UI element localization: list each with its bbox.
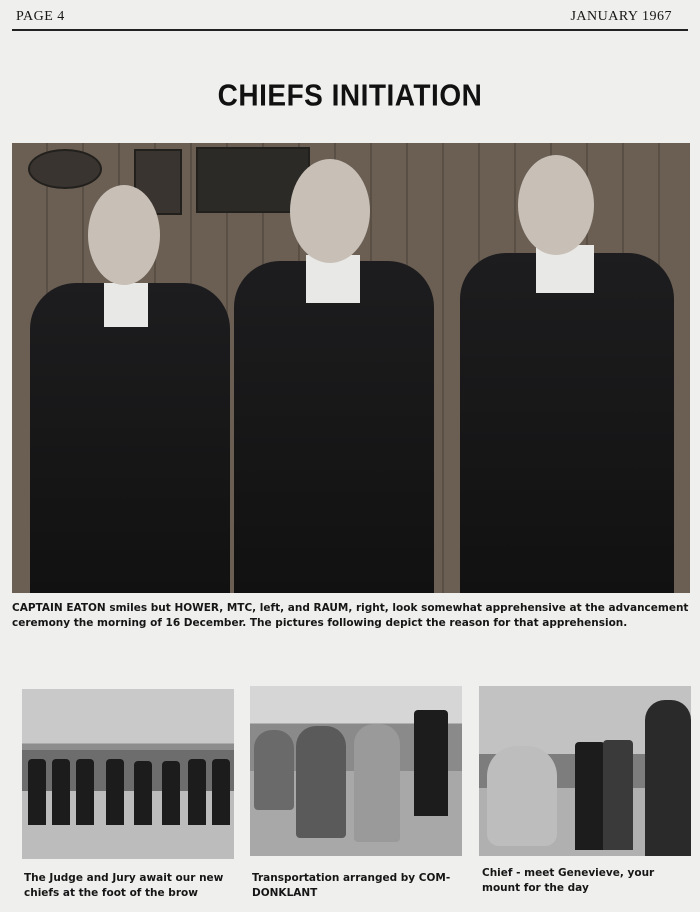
article-title: CHIEFS INITIATION — [217, 78, 483, 113]
donkey — [254, 730, 294, 810]
figure — [76, 759, 94, 825]
photo-judge-and-jury — [22, 689, 234, 859]
figure — [28, 759, 46, 825]
figure — [106, 759, 124, 825]
figure — [603, 740, 633, 850]
figure — [645, 700, 691, 856]
wall-plaque — [28, 149, 102, 189]
officer-right — [460, 253, 674, 593]
figure — [414, 710, 448, 816]
caption-donkeys: Transportation arranged by COM-DONKLANT — [252, 872, 451, 899]
page-number: PAGE 4 — [16, 9, 65, 24]
figure — [134, 761, 152, 825]
header-rule — [12, 29, 688, 31]
issue-date: JANUARY 1967 — [570, 9, 672, 24]
officer-left-head — [88, 185, 160, 285]
figure — [162, 761, 180, 825]
figure — [575, 742, 605, 850]
officer-center-head — [290, 159, 370, 263]
photo-genevieve — [479, 686, 691, 856]
figure — [188, 759, 206, 825]
officer-center — [234, 261, 434, 593]
officer-left — [30, 283, 230, 593]
officer-left-shirt — [104, 283, 148, 327]
main-photo-caption: CAPTAIN EATON smiles but HOWER, MTC, left, and RAUM, right, look somewhat apprehensive at the advancement ceremony the morning of 16 December. The pictures following depict the reason for that apprehension. — [12, 602, 689, 629]
officer-right-head — [518, 155, 594, 255]
donkey-head — [487, 746, 557, 846]
figure — [212, 759, 230, 825]
donkey — [296, 726, 346, 838]
caption-judge-and-jury: The Judge and Jury await our new chiefs at the foot of the brow — [24, 872, 224, 899]
main-photo — [12, 143, 690, 593]
donkey — [354, 724, 400, 842]
figure — [52, 759, 70, 825]
photo-donkeys — [250, 686, 462, 856]
caption-genevieve: Chief - meet Genevieve, your mount for the day — [482, 867, 655, 894]
